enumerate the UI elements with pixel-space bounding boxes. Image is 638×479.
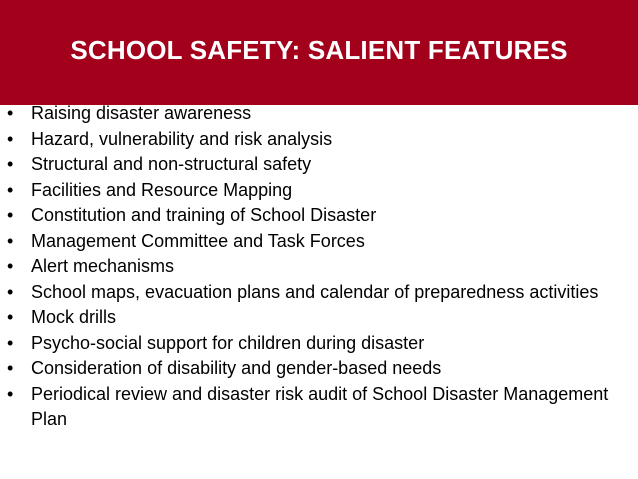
- list-item: [0, 127, 628, 153]
- bullet-icon: •: [7, 128, 14, 149]
- list-item-text: Management Committee and Task Forces: [31, 230, 365, 251]
- list-item: [0, 331, 628, 357]
- list-item: [0, 356, 628, 382]
- bullet-icon: •: [7, 230, 14, 251]
- bullet-icon: •: [7, 256, 14, 276]
- list-item-text: Raising disaster awareness: [31, 103, 252, 123]
- list-item-text: Periodical review and disaster risk audit of School Disaster Management Plan: [31, 383, 609, 429]
- list-item: [0, 229, 628, 255]
- bullet-icon: •: [7, 154, 14, 174]
- bullet-icon: •: [7, 179, 14, 200]
- bullet-icon: •: [7, 358, 14, 378]
- bullet-icon: •: [7, 332, 14, 353]
- list-item-text: Constitution and training of School Disaster: [31, 205, 377, 225]
- bullet-icon: •: [7, 103, 14, 123]
- list-item-text: Facilities and Resource Mapping: [31, 179, 293, 200]
- bullet-list: [0, 101, 628, 433]
- list-item-text: Consideration of disability and gender-based needs: [31, 358, 442, 378]
- bullet-icon: •: [7, 307, 14, 327]
- list-item-text: Alert mechanisms: [31, 256, 175, 276]
- list-item-text: Structural and non-structural safety: [31, 154, 312, 174]
- list-item-text: Mock drills: [31, 307, 117, 327]
- bullet-icon: •: [7, 205, 14, 225]
- list-item: [0, 203, 628, 229]
- list-item: [0, 305, 628, 331]
- slide-title: SCHOOL SAFETY: SALIENT FEATURES: [70, 35, 568, 65]
- list-item: [0, 178, 628, 204]
- list-item-text: Psycho-social support for children during disaster: [31, 332, 425, 353]
- title-bar: [0, 0, 638, 105]
- list-item: [0, 152, 628, 178]
- bullet-icon: •: [7, 281, 14, 302]
- list-item: [0, 382, 628, 433]
- list-item: [0, 280, 628, 306]
- list-item: [0, 254, 628, 280]
- list-item-text: Hazard, vulnerability and risk analysis: [31, 128, 333, 149]
- list-item: [0, 101, 628, 127]
- list-item-text: School maps, evacuation plans and calendar of preparedness activities: [31, 281, 599, 302]
- bullet-icon: •: [7, 383, 14, 404]
